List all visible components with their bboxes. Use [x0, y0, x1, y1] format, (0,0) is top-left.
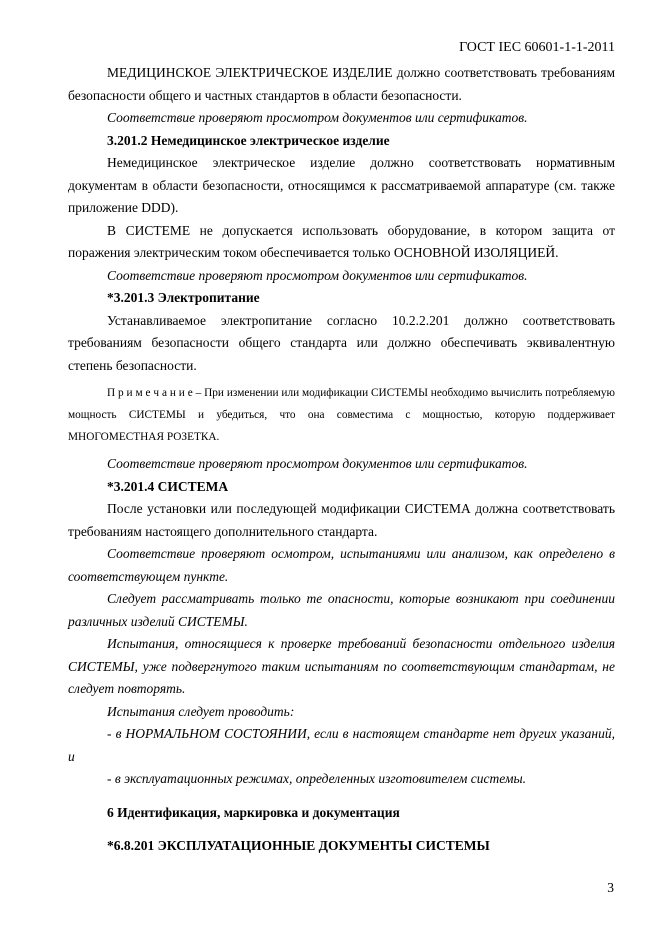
definition-heading: *3.201.3 Электропитание — [107, 290, 260, 305]
paragraph: Немедицинское электрическое изделие должно соответствовать нормативным документам в области безопасности, относящимся к рассматриваемой аппаратуре (см. также приложение DDD). — [68, 155, 615, 215]
section-heading-operational-documents: *6.8.201 ЭКСПЛУАТАЦИОННЫЕ ДОКУМЕНТЫ СИСТЕМЫ — [107, 838, 490, 853]
page-number: 3 — [607, 880, 614, 895]
compliance-statement: Соответствие проверяют просмотром документов или сертификатов. — [107, 267, 528, 283]
compliance-statement: Испытания следует проводить: — [107, 703, 295, 719]
compliance-statement: Испытания, относящиеся к проверке требований безопасности отдельного изделия СИСТЕМЫ, уже подвергнутого таким испытаниям по соответствующим стандартам, не следует повторять. — [68, 636, 615, 696]
document-content — [68, 36, 615, 858]
definition-heading: *3.201.4 СИСТЕМА — [107, 478, 229, 494]
standard-designation: ГОСТ IEC 60601-1-1-2011 — [459, 40, 615, 55]
paragraph: Устанавливаемое электропитание согласно 10.2.2.201 должно соответствовать требованиям безопасности общего стандарта или должно обеспечивать эквивалентную степень безопасности. — [68, 312, 615, 373]
compliance-statement: Следует рассматривать только те опасности, которые возникают при соединении различных изделий СИСТЕМЫ. — [68, 591, 615, 629]
paragraph: В СИСТЕМЕ не допускается использовать оборудование, в котором защита от поражения электрическим током обеспечивается только ОСНОВНОЙ ИЗОЛЯЦИЕЙ. — [68, 222, 615, 260]
compliance-statement: Соответствие проверяют осмотром, испытаниями или анализом, как определено в соответствующем пункте. — [68, 546, 615, 584]
note-paragraph: П р и м е ч а н и е – При изменении или модификации СИСТЕМЫ необходимо вычислить потребляемую мощность СИСТЕМЫ и убедиться, что она совместима с мощностью, которую поддерживает МНОГОМЕСТНАЯ РОЗЕТКА. — [68, 387, 615, 443]
list-item-operating-modes: - в эксплуатационных режимах, определенных изготовителем системы. — [107, 771, 527, 786]
paragraph: МЕДИЦИНСКОЕ ЭЛЕКТРИЧЕСКОЕ ИЗДЕЛИЕ должно соответствовать требованиям безопасности общего и частных стандартов в области безопасности. — [68, 65, 615, 103]
paragraph: После установки или последующей модификации СИСТЕМА должна соответствовать требованиям настоящего дополнительного стандарта. — [68, 501, 615, 539]
section-heading-identification: 6 Идентификация, маркировка и документация — [107, 804, 400, 820]
compliance-statement: Соответствие проверяют просмотром документов или сертификатов. — [107, 110, 528, 125]
definition-heading: 3.201.2 Немедицинское электрическое изделие — [107, 132, 390, 148]
compliance-statement: Соответствие проверяют просмотром документов или сертификатов. — [107, 456, 528, 471]
list-item-normal-condition: - в НОРМАЛЬНОМ СОСТОЯНИИ, если в настоящем стандарте нет других указаний, и — [68, 726, 615, 764]
